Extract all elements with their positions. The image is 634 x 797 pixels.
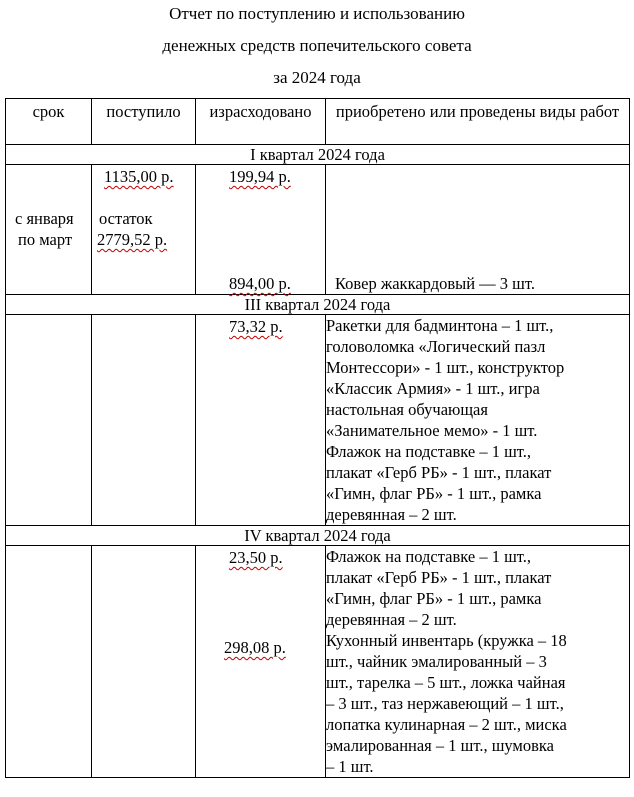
q4-work-line: Кухонный инвентарь (кружка – 18 xyxy=(326,631,567,650)
q4-spent-1: 23,50 р. xyxy=(229,548,283,567)
q1-period-line-1: с января xyxy=(15,209,74,228)
q3-work-line: Ракетки для бадминтона – 1 шт., xyxy=(326,316,554,335)
q4-work-line: – 3 шт., таз нержавеющий – 1 шт., xyxy=(326,694,564,713)
q4-works-cell xyxy=(326,546,630,778)
q1-received-cell xyxy=(92,165,196,295)
q1-work-2: Ковер жаккардовый — 3 шт. xyxy=(335,274,535,293)
quarter-1-row xyxy=(6,145,630,165)
q3-work-line: «Гимн, флаг РБ» - 1 шт., рамка xyxy=(326,484,542,503)
q4-work-line: лопатка кулинарная – 2 шт., миска xyxy=(326,715,567,734)
q3-spent: 73,32 р. xyxy=(229,317,283,336)
q3-spent-cell xyxy=(196,315,326,526)
report-table xyxy=(5,98,630,778)
q4-spent-2: 298,08 р. xyxy=(224,638,286,657)
q3-work-line: «Классик Армия» - 1 шт., игра xyxy=(326,379,540,398)
header-period: срок xyxy=(6,99,92,145)
q4-work-line: деревянная – 2 шт. xyxy=(326,610,457,629)
q1-period-cell xyxy=(6,165,92,295)
q4-work-line: эмалированная – 1 шт., шумовка xyxy=(326,736,555,755)
q3-work-line: головоломка «Логический пазл xyxy=(326,337,546,356)
quarter-3-data-row xyxy=(6,315,630,526)
q4-period-cell xyxy=(6,546,92,778)
quarter-3-row xyxy=(6,295,630,315)
q3-work-line: настольная обучающая xyxy=(326,400,488,419)
quarter-1-data-row xyxy=(6,165,630,295)
header-works: приобретено или проведены виды работ xyxy=(326,99,630,145)
q4-received-cell xyxy=(92,546,196,778)
title-line-1: Отчет по поступлению и использованию xyxy=(169,4,465,23)
title-line-3: за 2024 года xyxy=(273,68,361,87)
title-line-2: денежных средств попечительского совета xyxy=(162,36,472,55)
q1-spent-2: 894,00 р. xyxy=(229,274,291,293)
q3-works-cell xyxy=(326,315,630,526)
quarter-4-label: IV квартал 2024 года xyxy=(6,526,630,546)
q3-work-line: Флажок на подставке – 1 шт., xyxy=(326,442,532,461)
quarter-4-row xyxy=(6,526,630,546)
q1-balance-value: 2779,52 р. xyxy=(97,230,168,249)
q4-work-line: шт., чайник эмалированный – 3 xyxy=(326,652,547,671)
q3-work-line: «Занимательное мемо» - 1 шт. xyxy=(326,421,538,440)
q4-work-line: «Гимн, флаг РБ» - 1 шт., рамка xyxy=(326,589,542,608)
header-received: поступило xyxy=(92,99,196,145)
header-row xyxy=(6,99,630,145)
q4-spent-cell xyxy=(196,546,326,778)
q1-period-line-2: по март xyxy=(18,230,73,249)
q1-spent-1: 199,94 р. xyxy=(229,167,291,186)
q1-balance-label: остаток xyxy=(99,209,153,228)
quarter-3-label: III квартал 2024 года xyxy=(6,295,630,315)
q4-work-line: Флажок на подставке – 1 шт., xyxy=(326,547,532,566)
q3-work-line: Монтессори» - 1 шт., конструктор xyxy=(326,358,565,377)
q3-period-cell xyxy=(6,315,92,526)
q1-spent-cell xyxy=(196,165,326,295)
q3-work-line: деревянная – 2 шт. xyxy=(326,505,457,524)
quarter-4-data-row xyxy=(6,546,630,778)
q4-work-line: шт., тарелка – 5 шт., ложка чайная xyxy=(326,673,566,692)
q4-work-line: плакат «Герб РБ» - 1 шт., плакат xyxy=(326,568,552,587)
quarter-1-label: I квартал 2024 года xyxy=(6,145,630,165)
q1-works-cell xyxy=(326,165,630,295)
q1-received: 1135,00 р. xyxy=(104,167,174,186)
q4-work-line: – 1 шт. xyxy=(326,757,374,776)
q3-received-cell xyxy=(92,315,196,526)
q3-work-line: плакат «Герб РБ» - 1 шт., плакат xyxy=(326,463,552,482)
header-spent: израсходовано xyxy=(196,99,326,145)
